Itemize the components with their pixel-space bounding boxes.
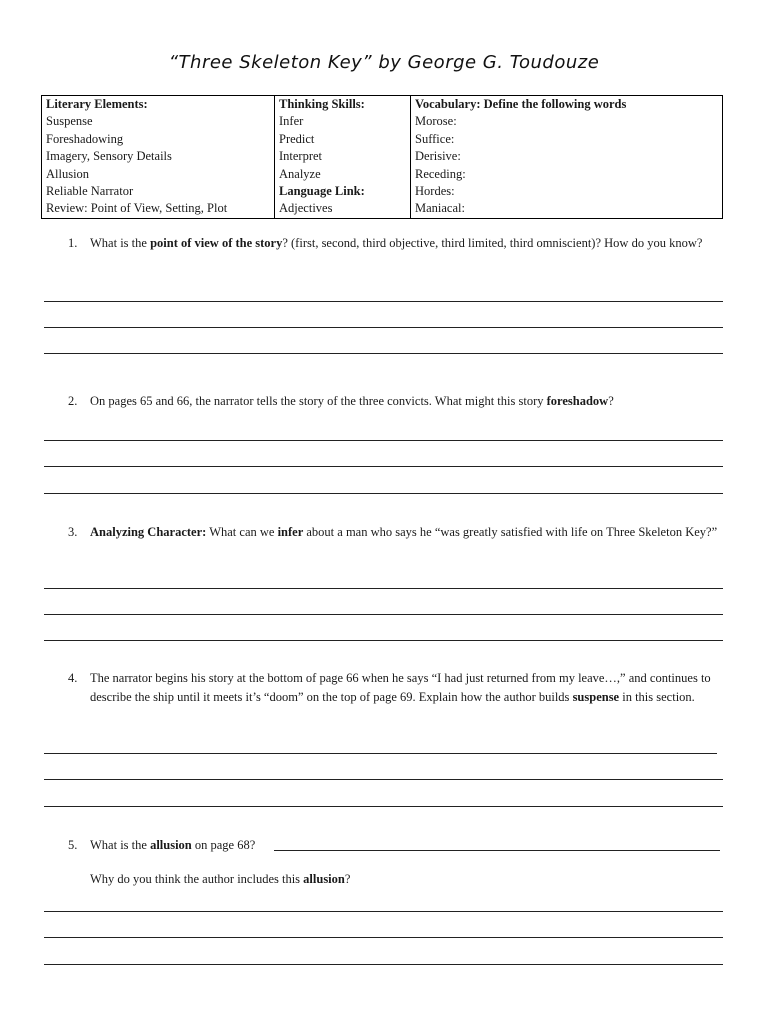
table-cell: Foreshadowing — [42, 131, 275, 148]
table-cell: Review: Point of View, Setting, Plot — [42, 200, 275, 218]
answer-line[interactable] — [44, 301, 723, 302]
answer-line[interactable] — [44, 327, 723, 328]
table-row — [42, 148, 723, 165]
table-cell: Hordes: — [411, 183, 723, 200]
answer-line[interactable] — [44, 353, 723, 354]
answer-line[interactable] — [44, 493, 723, 494]
table-cell: Derisive: — [411, 148, 723, 165]
question-number: 4. — [68, 671, 78, 685]
answer-line[interactable] — [44, 588, 723, 589]
table-cell: Reliable Narrator — [42, 183, 275, 200]
question-5-followup: Why do you think the author includes this allusion? — [90, 872, 351, 886]
table-cell: Interpret — [275, 148, 411, 165]
question-text: On pages 65 and 66, the narrator tells the story of the three convicts. What might this story foreshadow? — [90, 394, 614, 408]
table-cell: Suffice: — [411, 131, 723, 148]
question-text: The narrator begins his story at the bottom of page 66 when he says “I had just returned from my leave…,” and continues to describe the ship until it meets it’s “doom” on the top of page 69. Explain how the author builds suspense in this section. — [90, 671, 711, 704]
header-vocabulary: Vocabulary: Define the following words — [411, 96, 723, 114]
table-cell: Maniacal: — [411, 200, 723, 218]
answer-line[interactable] — [44, 440, 723, 441]
answer-line[interactable] — [44, 964, 723, 965]
table-cell: Suspense — [42, 113, 275, 130]
answer-line[interactable] — [44, 466, 723, 467]
table-cell: Allusion — [42, 166, 275, 183]
table-row — [42, 113, 723, 130]
table-cell: Morose: — [411, 113, 723, 130]
answer-line[interactable] — [44, 753, 717, 754]
answer-line[interactable] — [44, 937, 723, 938]
table-row — [42, 200, 723, 218]
header-literary-elements: Literary Elements: — [42, 96, 275, 114]
table-row — [42, 183, 723, 200]
question-number: 2. — [68, 394, 78, 408]
literary-elements-table — [41, 95, 723, 219]
answer-line[interactable] — [44, 614, 723, 615]
table-cell: Predict — [275, 131, 411, 148]
question-text: What is the allusion on page 68? — [90, 838, 256, 852]
question-number: 3. — [68, 525, 78, 539]
question-text: Analyzing Character: What can we infer about a man who says he “was greatly satisfied with life on Three Skeleton Key?” — [90, 525, 718, 539]
header-thinking-skills: Thinking Skills: — [275, 96, 411, 114]
question-text: What is the point of view of the story? (first, second, third objective, third limited, third omniscient)? How do you know? — [90, 236, 703, 250]
table-row — [42, 166, 723, 183]
answer-line[interactable] — [44, 806, 723, 807]
allusion-answer-blank[interactable] — [274, 850, 720, 851]
table-cell-language-link: Language Link: — [275, 183, 411, 200]
answer-line[interactable] — [44, 911, 723, 912]
answer-line[interactable] — [44, 779, 723, 780]
table-cell: Adjectives — [275, 200, 411, 218]
table-row — [42, 131, 723, 148]
table-cell: Infer — [275, 113, 411, 130]
table-cell: Analyze — [275, 166, 411, 183]
question-number: 1. — [68, 236, 78, 250]
table-header-row — [42, 96, 723, 114]
table-cell: Receding: — [411, 166, 723, 183]
table-cell: Imagery, Sensory Details — [42, 148, 275, 165]
question-number: 5. — [68, 838, 78, 852]
answer-line[interactable] — [44, 640, 723, 641]
page-title: “Three Skeleton Key” by George G. Toudouze — [168, 52, 600, 73]
